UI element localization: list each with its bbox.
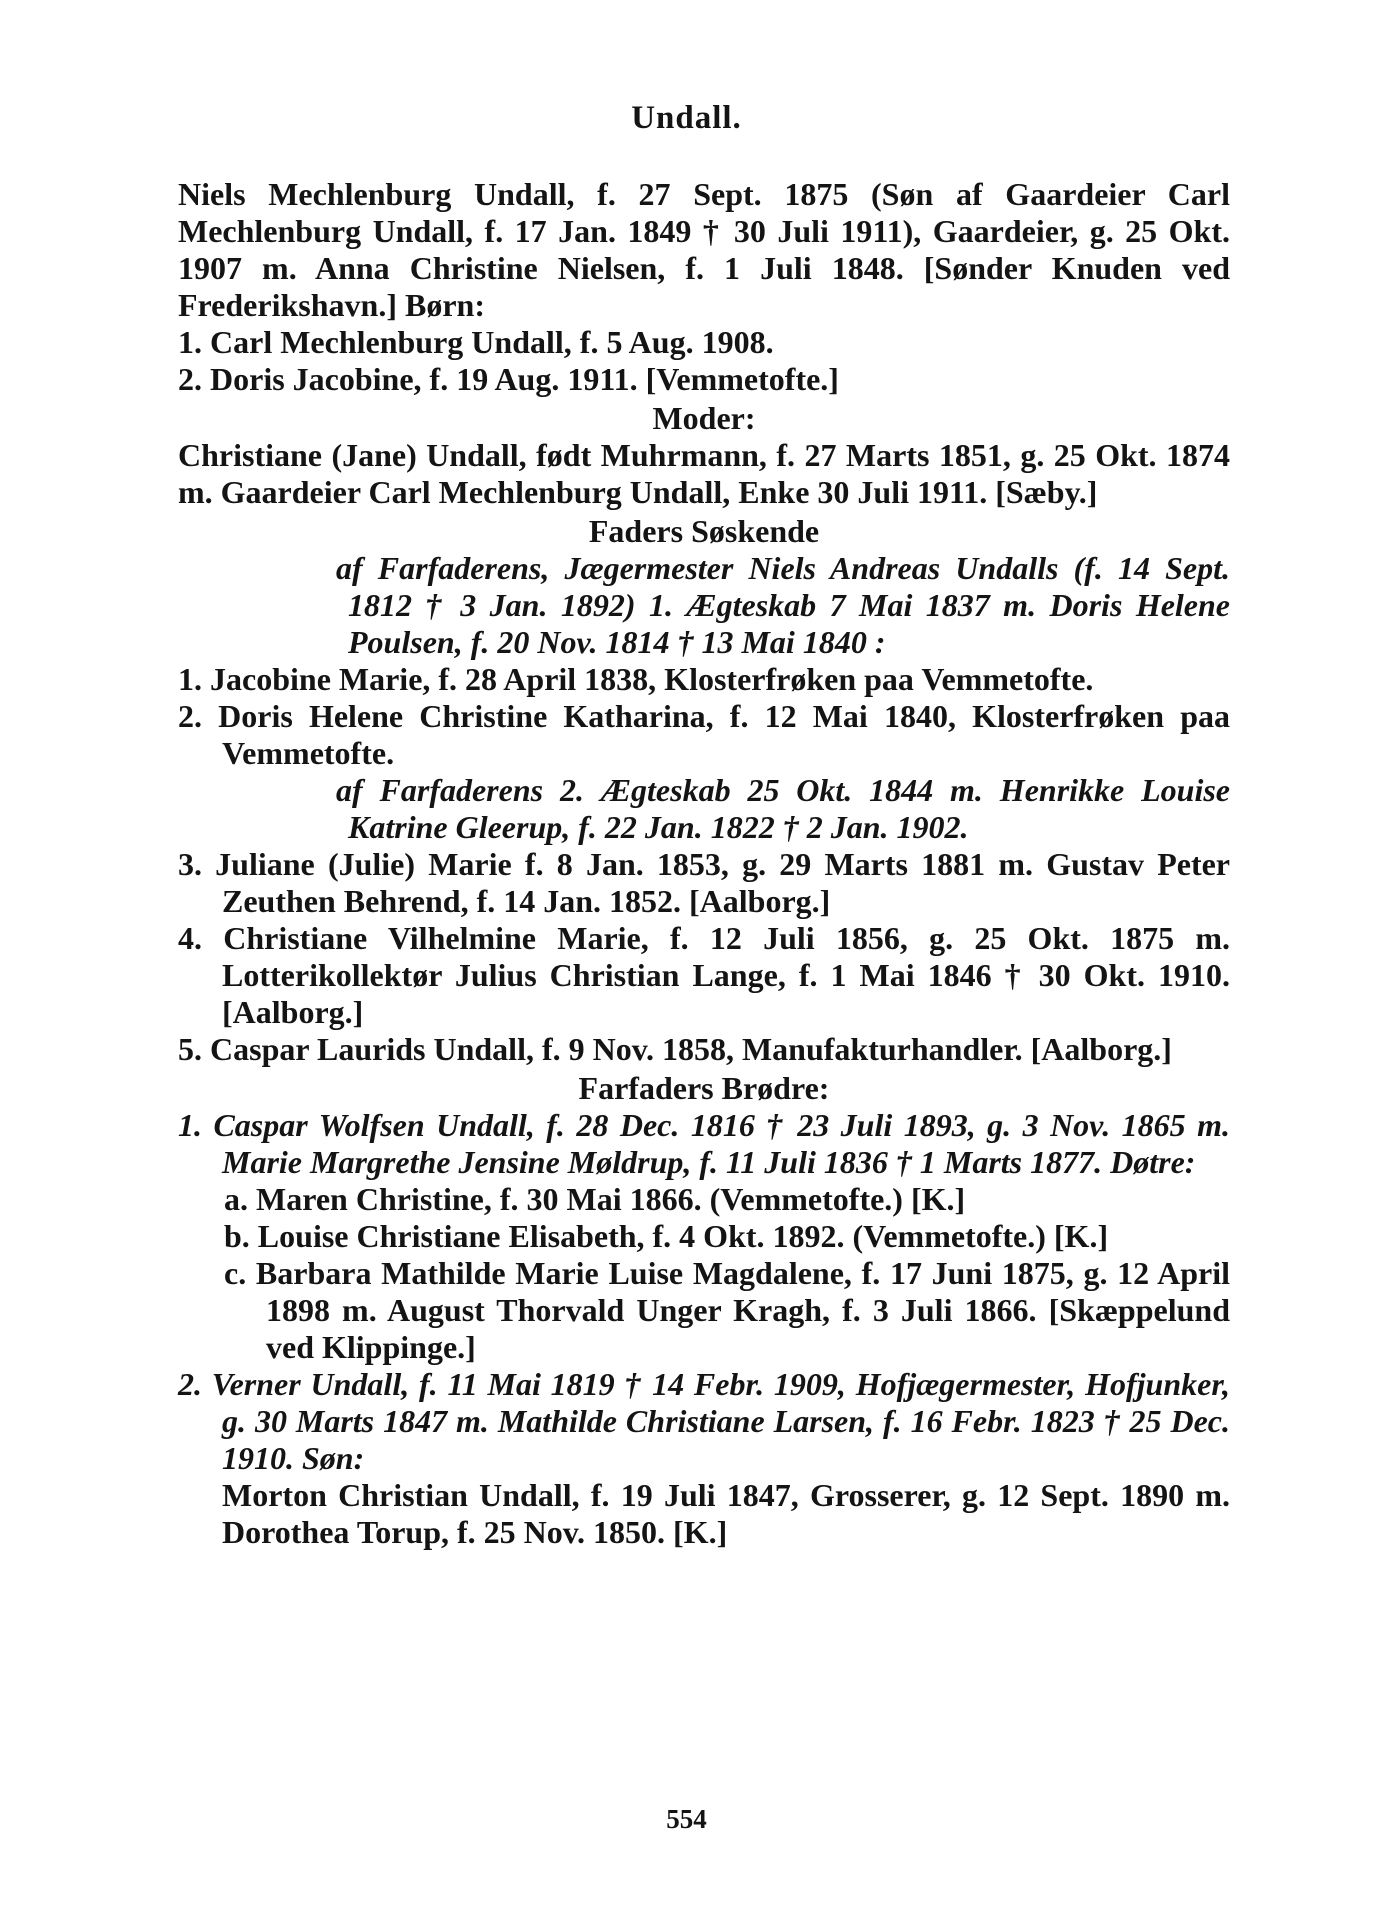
entry-mother: Christiane (Jane) Undall, født Muhrmann, f. 27 Marts 1851, g. 25 Okt. 1874 m. Gaardeier Carl Mechlenburg Undall, Enke 30 Juli 1911. [Sæby.] [178, 437, 1230, 510]
sibling-5: 5. Caspar Laurids Undall, f. 9 Nov. 1858, Manufakturhandler. [Aalborg.] [178, 1031, 1172, 1067]
child-1: 1. Carl Mechlenburg Undall, f. 5 Aug. 1908. [178, 324, 774, 360]
uncle-2: 2. Verner Undall, f. 11 Mai 1819 † 14 Febr. 1909, Hofjægermester, Hofjunker, g. 30 Marts 1847 m. Mathilde Christiane Larsen, f. 16 Febr. 1823 † 25 Dec. 1910. Søn: [178, 1366, 1230, 1476]
heading-moder: Moder: [652, 400, 756, 436]
page-number: 554 [666, 1804, 707, 1834]
heading-faders-soskende: Faders Søskende [588, 513, 820, 549]
child-2: 2. Doris Jacobine, f. 19 Aug. 1911. [Vemmetofte.] [178, 361, 839, 397]
entry-niels: Niels Mechlenburg Undall, f. 27 Sept. 1875 (Søn af Gaardeier Carl Mechlenburg Undall, f. 17 Jan. 1849 † 30 Juli 1911), Gaardeier, g. 25 Okt. 1907 m. Anna Christine Nielsen, f. 1 Juli 1848. [Sønder Knuden ved Frederikshavn.] Børn: [178, 176, 1230, 323]
subheading-first-marriage: af Farfaderens, Jægermester Niels Andreas Undalls (f. 14 Sept. 1812 † 3 Jan. 1892) 1. Ægteskab 7 Mai 1837 m. Doris Helene Poulsen, f. 20 Nov. 1814 † 13 Mai 1840 : [336, 550, 1230, 660]
page-title: Undall. [631, 100, 742, 136]
uncle-1: 1. Caspar Wolfsen Undall, f. 28 Dec. 1816 † 23 Juli 1893, g. 3 Nov. 1865 m. Marie Margrethe Jensine Møldrup, f. 11 Juli 1836 † 1 Marts 1877. Døtre: [178, 1107, 1230, 1180]
subheading-second-marriage: af Farfaderens 2. Ægteskab 25 Okt. 1844 m. Henrikke Louise Katrine Gleerup, f. 22 Jan. 1822 † 2 Jan. 1902. [336, 772, 1230, 845]
daughter-b: b. Louise Christiane Elisabeth, f. 4 Okt. 1892. (Vemmetofte.) [K.] [224, 1218, 1109, 1254]
heading-farfaders-brodre: Farfaders Brødre: [578, 1070, 830, 1106]
daughter-c: c. Barbara Mathilde Marie Luise Magdalene, f. 17 Juni 1875, g. 12 April 1898 m. August Thorvald Unger Kragh, f. 3 Juli 1866. [Skæppelund ved Klippinge.] [224, 1255, 1230, 1365]
daughter-a: a. Maren Christine, f. 30 Mai 1866. (Vemmetofte.) [K.] [224, 1181, 966, 1217]
sibling-4: 4. Christiane Vilhelmine Marie, f. 12 Juli 1856, g. 25 Okt. 1875 m. Lotterikollektør Julius Christian Lange, f. 1 Mai 1846 † 30 Okt. 1910. [Aalborg.] [178, 920, 1230, 1030]
genealogy-text [178, 176, 1230, 1551]
sibling-1: 1. Jacobine Marie, f. 28 April 1838, Klosterfrøken paa Vemmetofte. [178, 661, 1094, 697]
son-morton: Morton Christian Undall, f. 19 Juli 1847, Grosserer, g. 12 Sept. 1890 m. Dorothea Torup, f. 25 Nov. 1850. [K.] [222, 1477, 1230, 1550]
sibling-2: 2. Doris Helene Christine Katharina, f. 12 Mai 1840, Klosterfrøken paa Vemmetofte. [178, 698, 1230, 771]
sibling-3: 3. Juliane (Julie) Marie f. 8 Jan. 1853, g. 29 Marts 1881 m. Gustav Peter Zeuthen Behrend, f. 14 Jan. 1852. [Aalborg.] [178, 846, 1230, 919]
